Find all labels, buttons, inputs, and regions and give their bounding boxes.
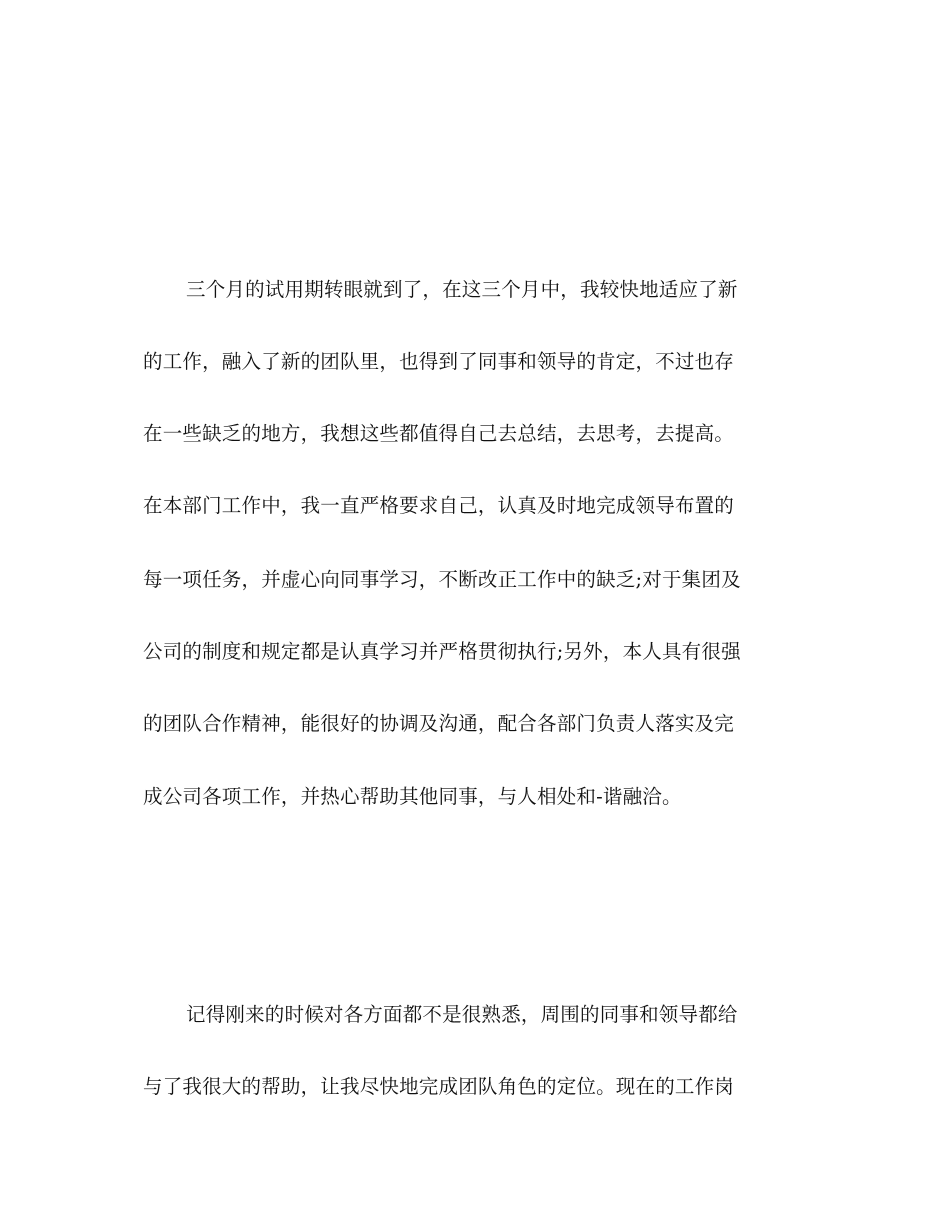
paragraph-line: 三个月的试用期转眼就到了，在这三个月中，我较快地适应了新 [186,278,738,301]
paragraph-line: 的团队合作精神，能很好的协调及沟通，配合各部门负责人落实及完 [143,712,735,735]
paragraph-line: 的工作，融入了新的团队里，也得到了同事和领导的肯定，不过也存 [143,350,735,373]
paragraph-line: 与了我很大的帮助，让我尽快地完成团队角色的定位。现在的工作岗 [143,1075,735,1098]
paragraph-line: 记得刚来的时候对各方面都不是很熟悉，周围的同事和领导都给 [186,1003,738,1026]
paragraph-line: 在一些缺乏的地方，我想这些都值得自己去总结，去思考，去提高。 [143,422,735,445]
paragraph-line: 每一项任务，并虚心向同事学习，不断改正工作中的缺乏;对于集团及 [143,568,741,591]
paragraph-line: 公司的制度和规定都是认真学习并严格贯彻执行;另外，本人具有很强 [143,640,741,663]
paragraph-line: 成公司各项工作，并热心帮助其他同事，与人相处和-谐融洽。 [143,785,682,808]
paragraph-line: 在本部门工作中，我一直严格要求自己，认真及时地完成领导布置的 [143,494,735,517]
